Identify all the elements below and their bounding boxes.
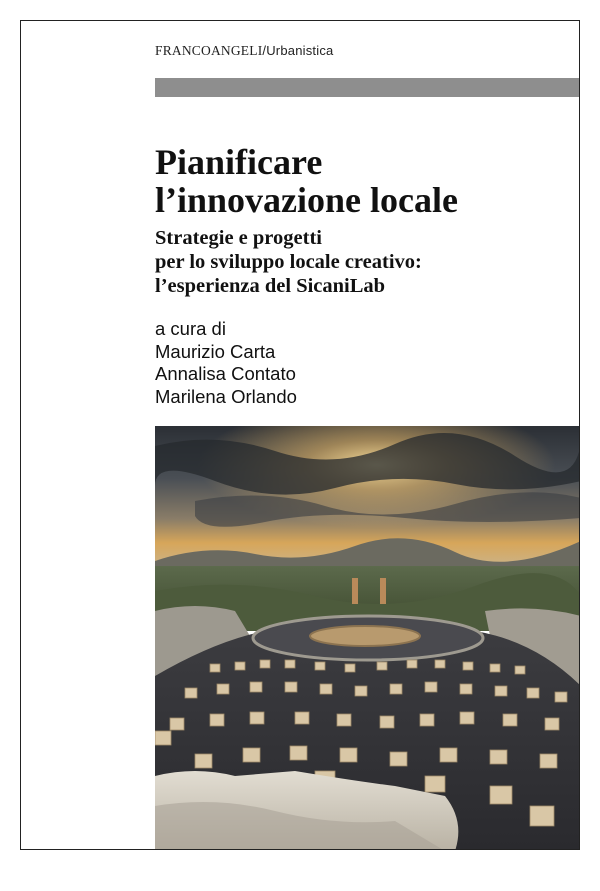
editor-name: Annalisa Contato [155,363,296,384]
book-subtitle [155,226,422,298]
subtitle-line: l’esperienza del SicaniLab [155,275,386,297]
stone-pillar [380,578,386,604]
subtitle-line: per lo sviluppo locale creativo: [155,251,422,273]
header-bar [155,78,580,97]
title-line: l’innovazione locale [155,180,458,220]
editors-intro: a cura di [155,318,226,339]
publisher-separator: / [262,43,267,58]
series-name: Urbanistica [266,43,334,58]
editor-name: Maurizio Carta [155,340,276,362]
title-line: Pianificare [155,142,323,182]
book-cover [20,20,580,850]
publisher-line [155,43,333,59]
subtitle-line: Strategie e progetti [155,227,322,249]
book-title [155,143,458,219]
cover-photo [155,426,580,850]
stone-pillar [352,578,358,604]
editors-block [155,318,297,408]
central-disc [310,626,420,646]
publisher-name: FRANCOANGELI [155,43,263,58]
editor-name: Marilena Orlando [155,385,297,407]
